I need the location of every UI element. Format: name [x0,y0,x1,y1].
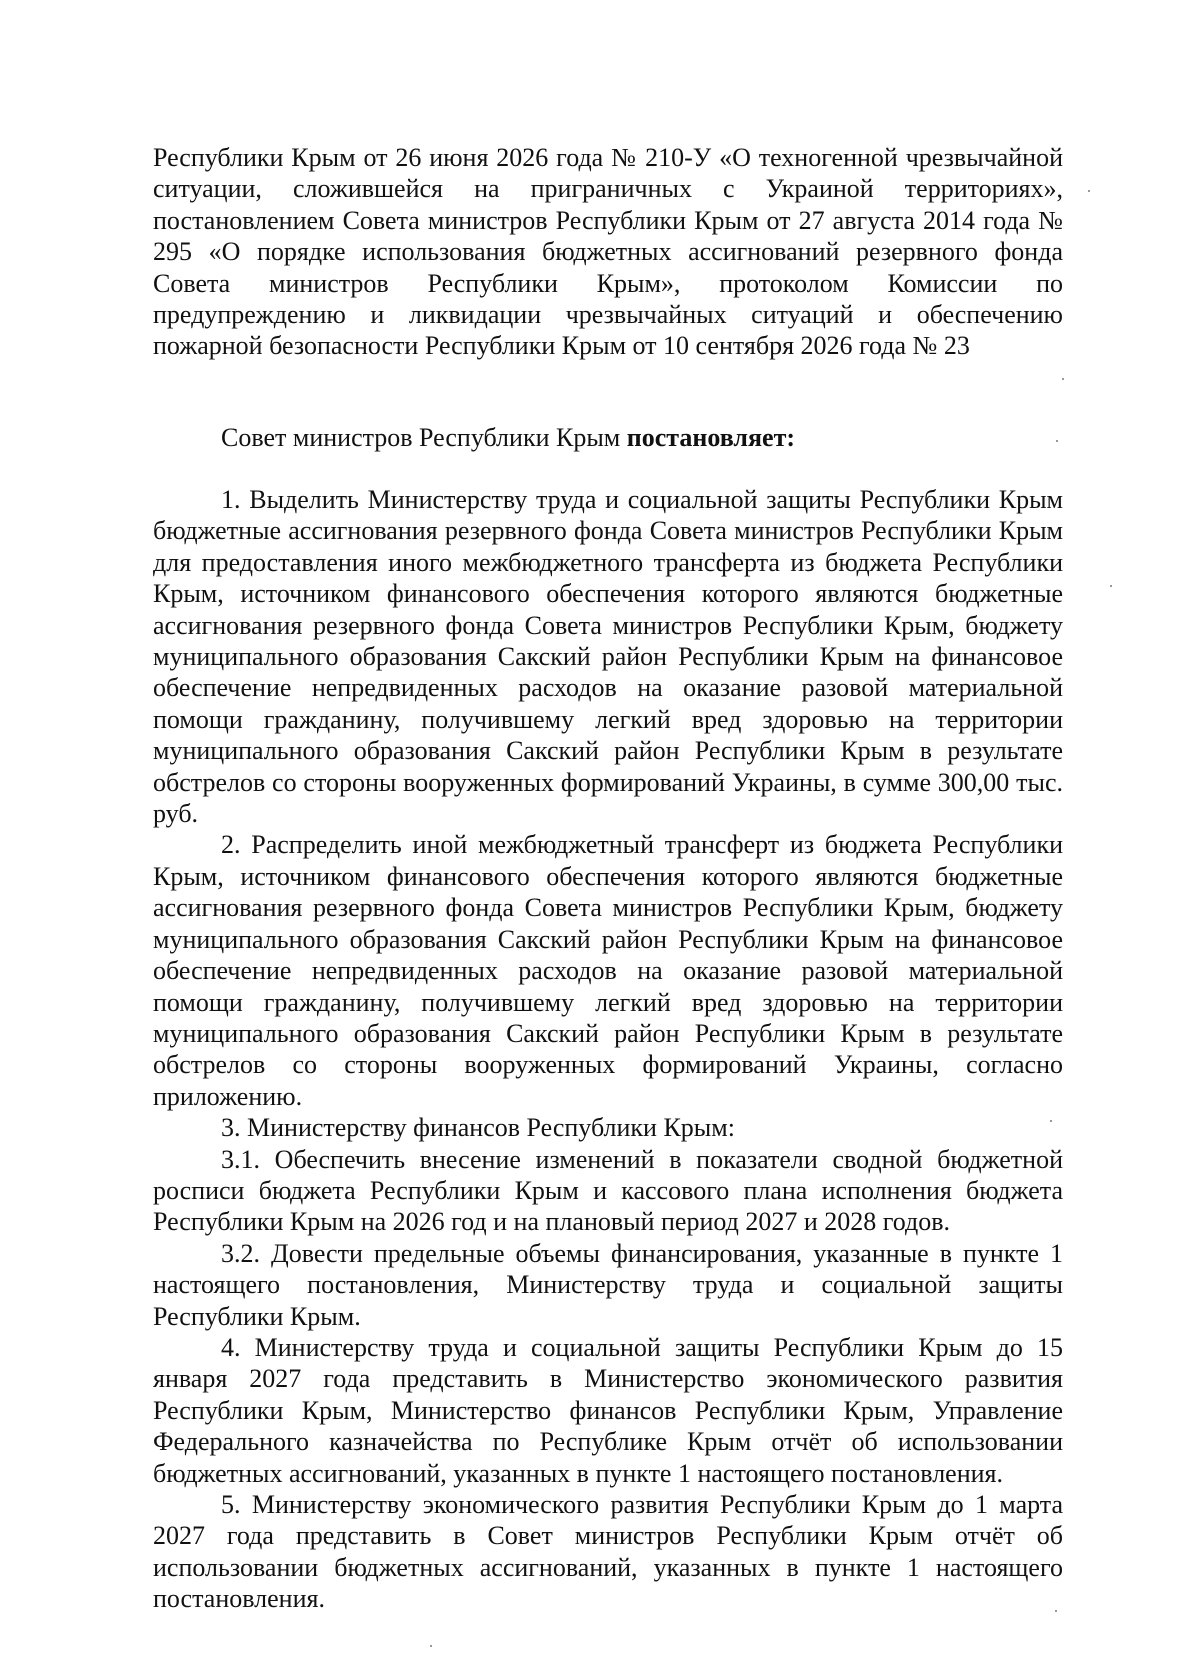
scan-speck [1088,190,1090,192]
scan-speck [430,1645,432,1647]
scan-speck [1055,1610,1057,1612]
intro-text: Республики Крым от 26 июня 2026 года № 210-У «О техногенной чрезвычайной ситуации, сложившейся на приграничных с Украиной территориях», постановлением Совета министров Республики Крым от 27 августа 2014 года № 295 «О порядке использования бюджетных ассигнований резервного фонда Совета министров Республики Крым», протоколом Комиссии по предупреждению и ликвидации чрезвычайных ситуаций и обеспечению пожарной безопасности Республики Крым от 10 сентября 2026 года № 23 [153,143,1063,361]
intro-paragraph [153,142,1063,362]
item-3-1: 3.1. Обеспечить внесение изменений в показатели сводной бюджетной росписи бюджета Республики Крым и кассового плана исполнения бюджета Республики Крым на 2026 год и на плановый период 2027 и 2028 годов. [153,1144,1063,1237]
item-4: 4. Министерству труда и социальной защиты Республики Крым до 15 января 2027 года представить в Министерство экономического развития Республики Крым, Министерство финансов Республики Крым, Управление Федерального казначейства по Республике Крым отчёт об использовании бюджетных ассигнований, указанных в пункте 1 настоящего постановления. [153,1332,1063,1488]
resolution-items [153,484,1063,1615]
scan-speck [1050,1120,1052,1122]
scan-speck [1062,378,1064,380]
resolves-prefix: Совет министров Республики Крым [221,423,627,452]
scan-speck [1110,585,1112,587]
item-1: 1. Выделить Министерству труда и социальной защиты Республики Крым бюджетные ассигнования резервного фонда Совета министров Республики Крым для предоставления иного межбюджетного трансферта из бюджета Республики Крым, источником финансового обеспечения которого являются бюджетные ассигнования резервного фонда Совета министров Республики Крым, бюджету муниципального образования Сакский район Республики Крым на финансовое обеспечение непредвиденных расходов на оказание разовой материальной помощи гражданину, получившему легкий вред здоровью на территории муниципального образования Сакский район Республики Крым в результате обстрелов со стороны вооруженных формирований Украины, в сумме 300,00 тыс. руб. [153,485,1063,829]
item-3-2: 3.2. Довести предельные объемы финансирования, указанные в пункте 1 настоящего постановления, Министерству труда и социальной защиты Республики Крым. [153,1238,1063,1331]
item-3: 3. Министерству финансов Республики Крым: [221,1113,735,1143]
resolves-line [153,422,1063,453]
resolves-keyword: постановляет: [626,423,796,452]
item-5: 5. Министерству экономического развития Республики Крым до 1 марта 2027 года представить в Совет министров Республики Крым отчёт об использовании бюджетных ассигнований, указанных в пункте 1 настоящего постановления. [153,1490,1063,1614]
item-2: 2. Распределить иной межбюджетный трансферт из бюджета Республики Крым, источником финансового обеспечения которого являются бюджетные ассигнования резервного фонда Совета министров Республики Крым, бюджету муниципального образования Сакский район Республики Крым на финансовое обеспечение непредвиденных расходов на оказание разовой материальной помощи гражданину, получившему легкий вред здоровью на территории муниципального образования Сакский район Республики Крым в результате обстрелов со стороны вооруженных формирований Украины, согласно приложению. [153,830,1063,1111]
scan-speck [1056,440,1058,442]
